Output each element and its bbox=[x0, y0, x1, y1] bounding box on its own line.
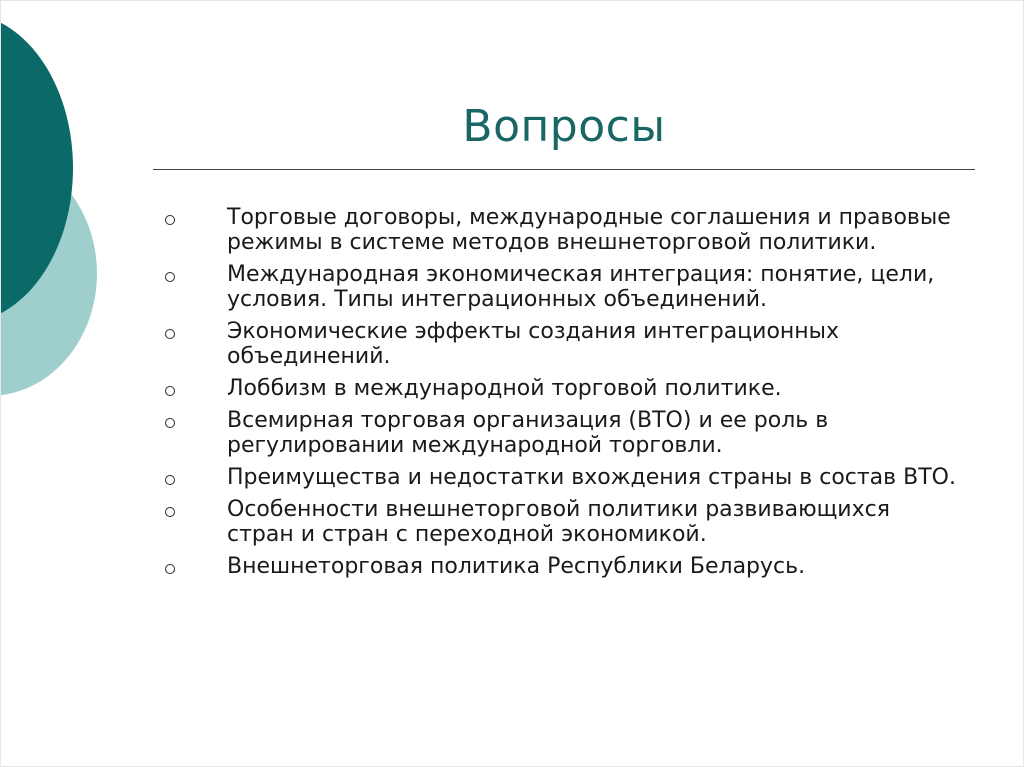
hollow-circle-bullet-icon bbox=[165, 418, 175, 428]
hollow-circle-bullet-icon bbox=[165, 329, 175, 339]
bullet-item bbox=[161, 319, 961, 369]
bullet-item bbox=[161, 465, 961, 490]
bullet-item bbox=[161, 497, 961, 547]
hollow-circle-bullet-icon bbox=[165, 215, 175, 225]
bullet-text: Лоббизм в международной торговой политике. bbox=[227, 376, 782, 401]
bullet-text: Преимущества и недостатки вхождения страны в состав ВТО. bbox=[227, 465, 956, 490]
hollow-circle-bullet-icon bbox=[165, 272, 175, 282]
bullet-text: Международная экономическая интеграция: понятие, цели, условия. Типы интеграционных объединений. bbox=[227, 262, 935, 312]
bullet-text: Экономические эффекты создания интеграционных объединений. bbox=[227, 319, 840, 369]
bullet-item bbox=[161, 408, 961, 458]
bullet-text: Особенности внешнеторговой политики развивающихся стран и стран с переходной экономикой. bbox=[227, 497, 890, 547]
bullet-text: Торговые договоры, международные соглашения и правовые режимы в системе методов внешнеторговой политики. bbox=[227, 205, 951, 255]
hollow-circle-bullet-icon bbox=[165, 564, 175, 574]
bullet-list bbox=[161, 205, 961, 586]
bullet-item bbox=[161, 554, 961, 579]
title-divider bbox=[153, 169, 975, 170]
hollow-circle-bullet-icon bbox=[165, 507, 175, 517]
bullet-text: Внешнеторговая политика Республики Беларусь. bbox=[227, 554, 806, 579]
slide-title: Вопросы bbox=[462, 101, 666, 152]
hollow-circle-bullet-icon bbox=[165, 475, 175, 485]
bullet-text: Всемирная торговая организация (ВТО) и ее роль в регулировании международной торговли. bbox=[227, 408, 829, 458]
bullet-item bbox=[161, 262, 961, 312]
bullet-item bbox=[161, 376, 961, 401]
bullet-item bbox=[161, 205, 961, 255]
hollow-circle-bullet-icon bbox=[165, 386, 175, 396]
